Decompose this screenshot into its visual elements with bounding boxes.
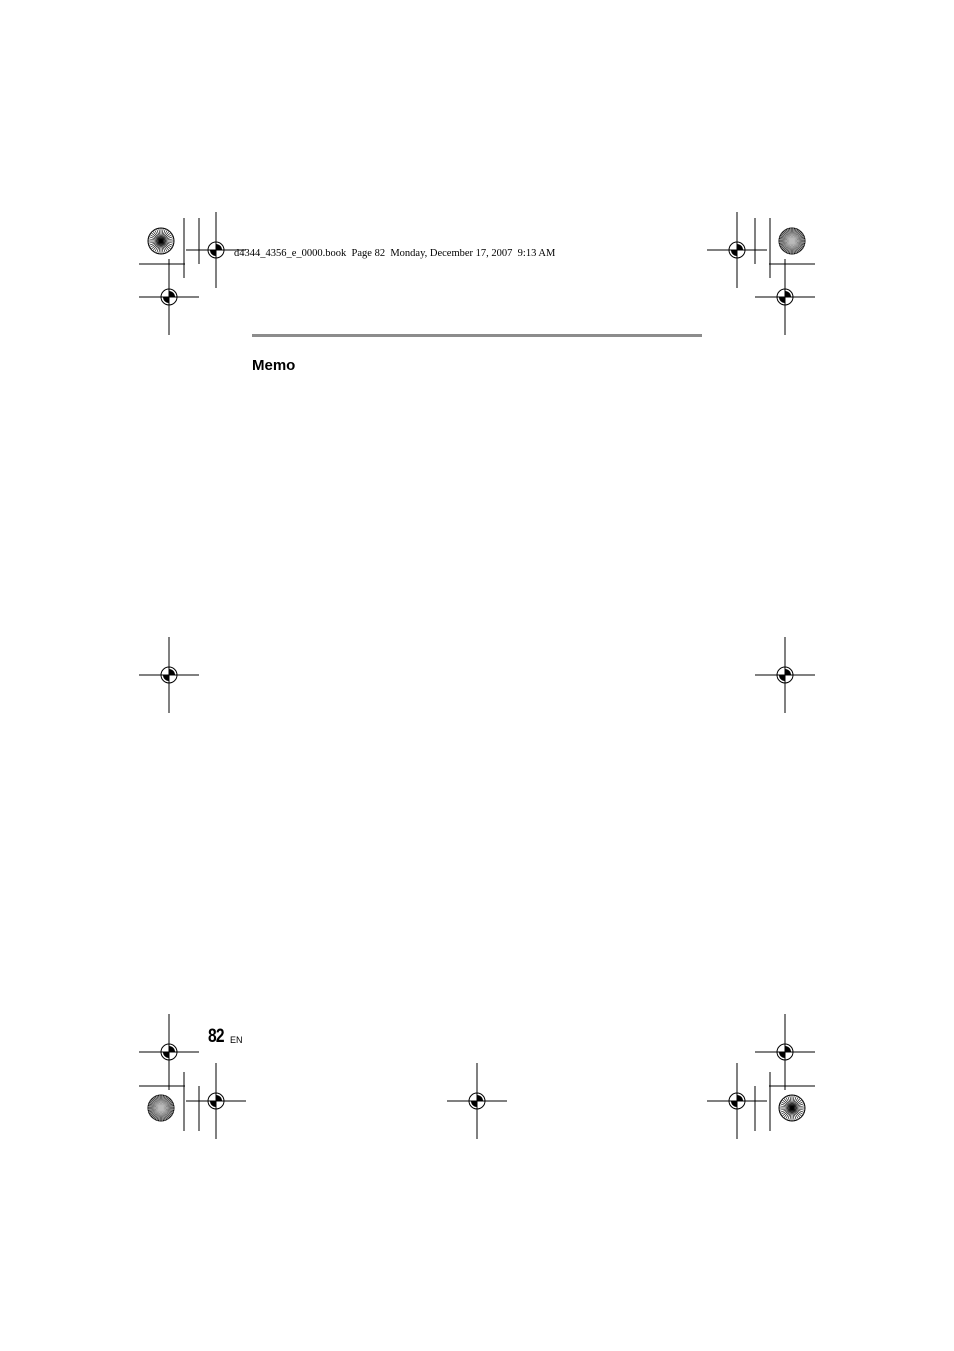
registration-marks	[139, 212, 815, 1139]
memo-heading: Memo	[252, 357, 296, 374]
header-rule	[252, 334, 702, 337]
page-language-code: EN	[230, 1035, 243, 1045]
registration-mark-8	[186, 1063, 246, 1139]
registration-mark-7	[755, 1014, 815, 1090]
page-number: 82	[208, 1026, 224, 1047]
crop-lines	[139, 218, 815, 1131]
registration-mark-6	[139, 1014, 199, 1090]
star-target-2	[148, 1095, 174, 1121]
print-slug-line: d4344_4356_e_0000.book Page 82 Monday, December 17, 2007 9:13 AM	[234, 248, 556, 259]
registration-mark-9	[447, 1063, 507, 1139]
star-target-0	[148, 228, 174, 254]
registration-mark-1	[707, 212, 767, 288]
registration-mark-10	[707, 1063, 767, 1139]
registration-mark-2	[139, 259, 199, 335]
registration-mark-4	[139, 637, 199, 713]
star-target-3	[779, 1095, 805, 1121]
star-target-1	[779, 228, 805, 254]
star-targets	[148, 228, 805, 1121]
registration-mark-5	[755, 637, 815, 713]
registration-mark-3	[755, 259, 815, 335]
